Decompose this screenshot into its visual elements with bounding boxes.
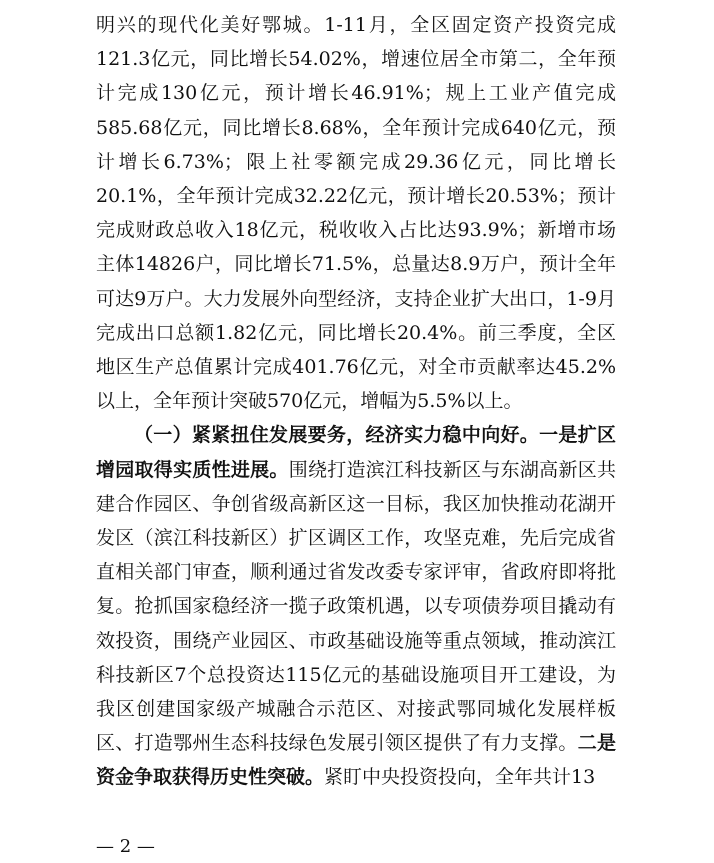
paragraph-economic-summary: 明兴的现代化美好鄂城。1-11月，全区固定资产投资完成121.3亿元，同比增长54.02%，增速位居全市第二，全年预计完成130亿元，预计增长46.91%；规上工业产值完成585.68亿元，同比增长8.68%，全年预计完成640亿元，预计增长6.73%；限上社零额完成29.36亿元，同比增长20.1%，全年预计完成32.22亿元，预计增长20.53%；预计完成财政总收入18亿元，税收收入占比达93.9%；新增市场主体14826户，同比增长71.5%，总量达8.9万户，预计全年可达9万户。大力发展外向型经济，支持企业扩大出口，1-9月完成出口总额1.82亿元，同比增长20.4%。前三季度，全区地区生产总值累计完成401.76亿元，对全市贡献率达45.2%以上，全年预计突破570亿元，增幅为5.5%以上。 xyxy=(96,14,616,413)
point-one-title: 一是扩区增园取得实质性进展。 xyxy=(96,424,616,481)
point-one-body: 围绕打造滨江科技新区与东湖高新区共建合作园区、争创省级高新区这一目标，我区加快推动花湖开发区（滨江科技新区）扩区调区工作，攻坚克难，先后完成省直相关部门审查，顺利通过省发改委专家评审，省政府即将批复。抢抓国家稳经济一揽子政策机遇，以专项债券项目撬动有效投资，围绕产业园区、市政基础设施等重点领域，推动滨江科技新区7个总投资达115亿元的基础设施项目开工建设，为我区创建国家级产城融合示范区、对接武鄂同城化发展样板区、打造鄂州生态科技绿色发展引领区提供了有力支撑。 xyxy=(96,458,616,755)
paragraph-section-one xyxy=(96,418,616,794)
point-two-title: 二是资金争取获得历史性突破。 xyxy=(96,732,616,789)
body-text xyxy=(96,8,616,795)
point-two-body: 紧盯中央投资投向，全年共计13 xyxy=(324,766,596,789)
page-number: — 2 — xyxy=(96,836,155,857)
section-heading: （一）紧紧扭住发展要务，经济实力稳中向好。 xyxy=(134,424,540,447)
